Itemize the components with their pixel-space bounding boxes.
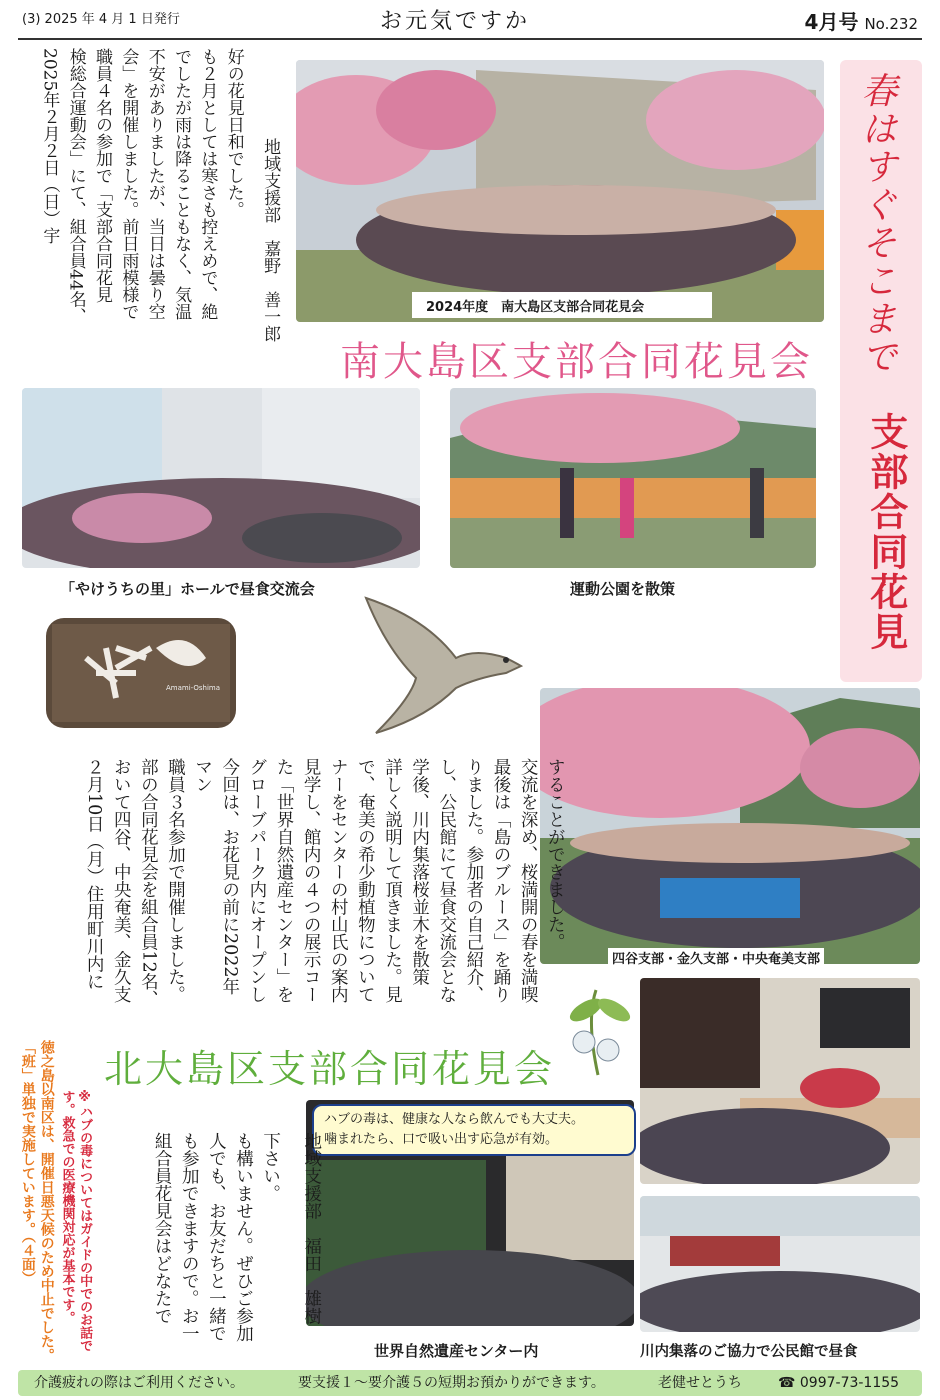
issue-number	[805, 6, 918, 35]
caption-north-group: 四谷支部・金久支部・中央奄美支部	[608, 948, 824, 967]
footer-text-2: 要支援１～要介護５の短期お預かりができます。	[298, 1375, 605, 1391]
south-park-photo	[450, 388, 816, 568]
newsletter-title: お元気ですか	[380, 9, 531, 34]
issue-month: 4月号	[804, 10, 859, 34]
north-article	[80, 758, 568, 1008]
south-line: 職員４名の参加で「支部合同花見	[92, 48, 113, 303]
caption-north-center: 世界自然遺産センター内	[374, 1342, 539, 1360]
bubble-line: 噛まれたら、口で吸い出す応急が有効。	[324, 1132, 559, 1148]
south-sign: 地域支援部 嘉野 善一郎	[260, 138, 281, 342]
header-divider	[18, 38, 922, 40]
north-line: 詳しく説明して頂きました。見	[382, 758, 403, 1003]
issue-no: No.232	[864, 15, 918, 33]
caption-south-hall: 「やけうちの里」ホールで昼食交流会	[60, 580, 315, 598]
south-line: 検総合運動会」にて、組合員44名、	[65, 48, 86, 325]
north-line: し、公民館にて昼食交流会とな	[436, 758, 457, 1003]
north-line: 交流を深め、桜満開の春を満喫	[518, 758, 539, 1003]
south-line: 不安がありましたが、当日は曇り空	[144, 48, 165, 320]
banner-title: 支部合同花見	[863, 412, 908, 652]
bubble-line: ハブの毒は、健康な人なら飲んでも大丈夫。	[324, 1112, 585, 1127]
footer-text-1: 介護疲れの際はご利用ください。	[34, 1375, 244, 1391]
footer-phone: ☎ 0997-73-1155	[778, 1375, 900, 1391]
footer-bar	[18, 1370, 922, 1396]
north-line: 最後は「島のブルース」を踊り	[491, 758, 511, 1003]
south-line: でしたが雨は降ることもなく、気温	[171, 48, 192, 320]
north-line: ２月10日（月）住用町川内に	[84, 758, 105, 991]
south-group-photo	[296, 60, 824, 322]
north-lunch-photo	[640, 1196, 920, 1332]
north-closing	[148, 1132, 325, 1362]
closing-line: も構いません。ぜひご参加	[233, 1132, 254, 1342]
north-line: 見学し、館内の４つの展示コー	[301, 758, 322, 1003]
north-line: 部の合同花見会を組合員12名、	[138, 758, 159, 1008]
closing-line: 下さい。	[260, 1132, 281, 1202]
north-line: ナーをセンターの村山氏の案内	[328, 758, 349, 1003]
south-line: も２月としては寒さも控えめで、絶	[197, 48, 218, 320]
issue-date: (3) 2025 年 4 月 1 日発行	[22, 12, 180, 27]
north-line: りました。参加者の自己紹介、	[463, 758, 484, 1003]
conservation-center-sign	[46, 618, 236, 728]
hawk-illustration	[356, 588, 526, 738]
north-line: 今回は、お花見の前に2022年マン	[192, 758, 240, 996]
south-line: 2025年２月２日（日）宇	[39, 48, 60, 245]
north-line: た「世界自然遺産センター」を	[274, 758, 294, 1003]
banner-tagline: 春はすぐそこまで	[855, 72, 897, 376]
north-group-photo	[540, 688, 920, 964]
closing-line: 組合員花見会はどなたで	[152, 1132, 173, 1325]
north-line: することができました。	[545, 758, 566, 951]
north-hall-photo	[640, 978, 920, 1184]
north-line: で、奄美の希少動植物について	[355, 758, 376, 1003]
south-article	[36, 48, 283, 368]
south-photo-label: 2024年度 南大島区支部合同花見会	[426, 300, 645, 315]
north-line: 職員３名参加で開催しました。	[165, 758, 186, 1003]
south-hall-photo	[22, 388, 420, 568]
closing-line: 人でも、お友だちと一緒で	[206, 1132, 227, 1342]
north-line: グローブパーク内にオープンし	[246, 758, 267, 1003]
plant-illustration	[556, 980, 640, 1080]
caption-south-park: 運動公園を散策	[570, 580, 676, 598]
south-heading: 南大島区支部合同花見会	[340, 339, 813, 385]
south-line: 好の花見日和でした。	[223, 48, 244, 218]
south-line: 会」を開催しました。前日雨模様で	[118, 48, 139, 320]
caption-north-lunch: 川内集落のご協力で公民館で昼食	[640, 1344, 858, 1360]
north-heading: 北大島区支部合同花見会	[104, 1047, 556, 1091]
north-sign: 地域支援部 福田 雄樹	[301, 1132, 322, 1325]
sign-text: Amami-Oshima	[166, 684, 221, 692]
footer-facility: 老健せとうち	[658, 1375, 742, 1391]
habu-note: ※ハブの毒についてはガイドの中でのお話です。救急での医療機関対応が基本です。	[59, 1090, 93, 1352]
habu-speech-bubble	[312, 1104, 636, 1156]
southern-note: 徳之島以南区は、開催日悪天候のため中止でした。「班」単独で実施しています。（４面）	[19, 1040, 55, 1362]
north-line: 学後、川内集落桜並木を散策	[409, 758, 430, 986]
closing-line: も参加できますので。お一	[179, 1132, 200, 1342]
north-line: おいて四谷、中央奄美、金久支	[111, 758, 132, 1003]
